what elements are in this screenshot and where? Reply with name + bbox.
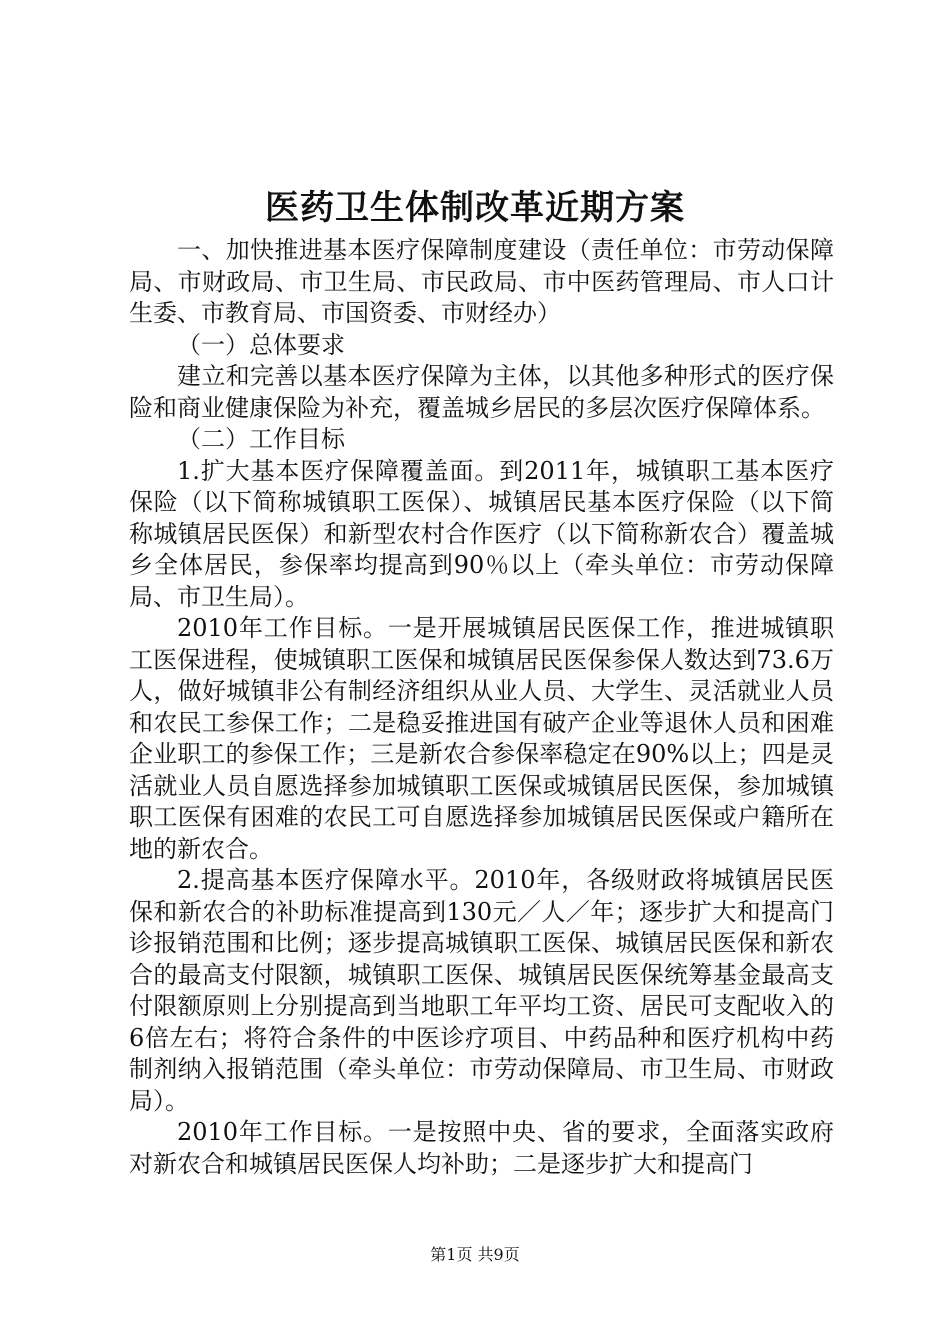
page-number-footer: 第1页 共9页 (430, 1245, 520, 1264)
paragraph: 建立和完善以基本医疗保障为主体，以其他多种形式的医疗保险和商业健康保险为补充，覆盖城乡居民的多层次医疗保障体系。 (129, 362, 834, 422)
document-body (129, 235, 834, 1180)
paragraph: 2010年工作目标。一是开展城镇居民医保工作，推进城镇职工医保进程，使城镇职工医保和城镇居民医保参保人数达到73.6万人，做好城镇非公有制经济组织从业人员、大学生、灵活就业人员和农民工参保工作；二是稳妥推进国有破产企业等退休人员和困难企业职工的参保工作；三是新农合参保率稳定在90%以上；四是灵活就业人员自愿选择参加城镇职工医保或城镇居民医保，参加城镇职工医保有困难的农民工可自愿选择参加城镇居民医保或户籍所在地的新农合。 (129, 614, 834, 863)
subsection-heading-general-requirements: （一）总体要求 (177, 330, 345, 359)
document-title: 医药卫生体制改革近期方案 (265, 188, 685, 228)
paragraph: 2.提高基本医疗保障水平。2010年，各级财政将城镇居民医保和新农合的补助标准提高到130元／人／年；逐步扩大和提高门诊报销范围和比例；逐步提高城镇职工医保、城镇居民医保和新农合的最高支付限额，城镇职工医保、城镇居民医保统筹基金最高支付限额原则上分别提高到当地职工年平均工资、居民可支配收入的6倍左右；将符合条件的中医诊疗项目、中药品种和医疗机构中药制剂纳入报销范围（牵头单位：市劳动保障局、市卫生局、市财政局）。 (129, 866, 834, 1115)
subsection-heading-work-goals: （二）工作目标 (177, 425, 345, 453)
paragraph: 1.扩大基本医疗保障覆盖面。到2011年，城镇职工基本医疗保险（以下简称城镇职工医保）、城镇居民基本医疗保险（以下简称城镇居民医保）和新型农村合作医疗（以下简称新农合）覆盖城乡全体居民，参保率均提高到90％以上（牵头单位：市劳动保障局、市卫生局）。 (129, 456, 834, 611)
section-heading-1: 一、加快推进基本医疗保障制度建设（责任单位：市劳动保障局、市财政局、市卫生局、市民政局、市中医药管理局、市人口计生委、市教育局、市国资委、市财经办） (129, 236, 834, 327)
paragraph: 2010年工作目标。一是按照中央、省的要求，全面落实政府对新农合和城镇居民医保人均补助；二是逐步扩大和提高门 (129, 1118, 834, 1178)
